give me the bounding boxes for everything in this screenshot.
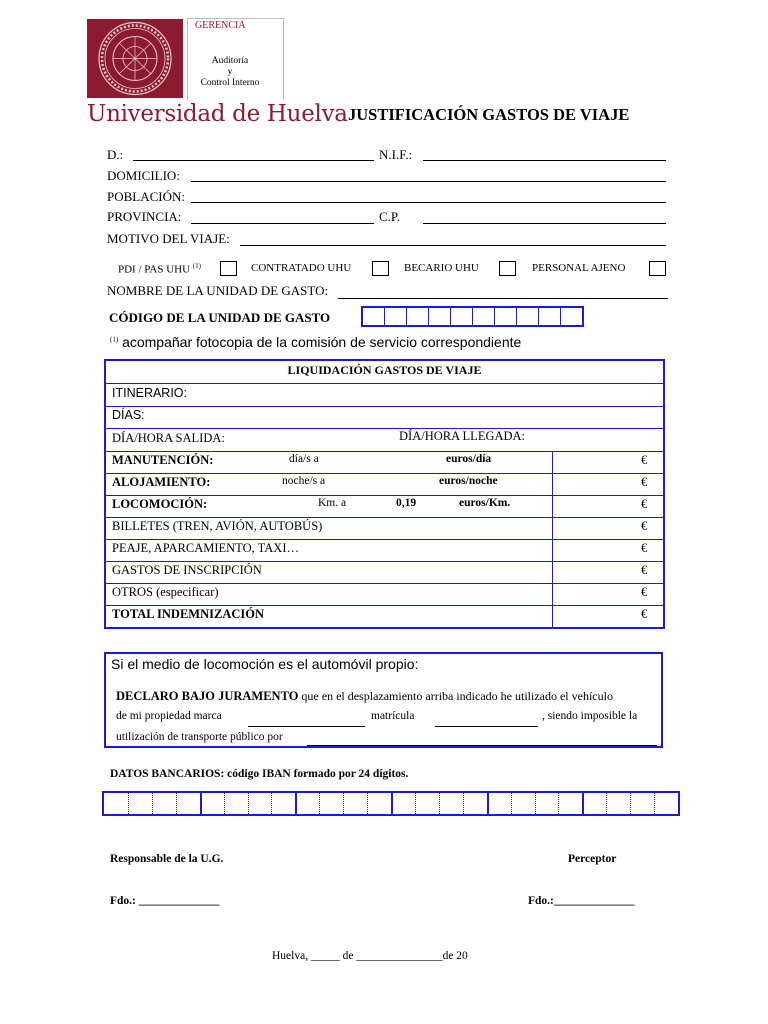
unidad-nombre-label: NOMBRE DE LA UNIDAD DE GASTO: [107, 283, 329, 298]
llegada-label: DÍA/HORA LLEGADA: [399, 429, 526, 443]
amount-column-divider [552, 452, 553, 627]
iban-cell[interactable] [319, 793, 343, 814]
imposible-text: , siendo imposible la [542, 710, 638, 722]
otros-euro: € [641, 585, 648, 599]
manutencion-label: MANUTENCIÓN: [112, 453, 214, 467]
transporte-field[interactable] [307, 745, 657, 746]
codigo-cell[interactable] [407, 308, 429, 325]
cp-field[interactable] [423, 223, 666, 224]
contratado-label: CONTRATADO UHU [251, 262, 352, 274]
iban-cell[interactable] [152, 793, 176, 814]
footnote-text: acompañar fotocopia de la comisión de servicio correspondiente [122, 334, 522, 350]
liq-row-dias[interactable] [106, 407, 663, 429]
d-field[interactable] [133, 160, 374, 161]
codigo-label: CÓDIGO DE LA UNIDAD DE GASTO [109, 310, 331, 325]
iban-cell[interactable] [558, 793, 582, 814]
locomocion-price: 0,19 [396, 497, 417, 509]
peaje-euro: € [641, 541, 648, 555]
footer-huelva: Huelva, _____ de _______________de 20 [272, 950, 468, 962]
iban-cell[interactable] [176, 793, 200, 814]
inscripcion-euro: € [641, 563, 648, 577]
provincia-field[interactable] [191, 223, 374, 224]
document-title: JUSTIFICACIÓN GASTOS DE VIAJE [348, 105, 630, 124]
codigo-cell[interactable] [385, 308, 407, 325]
pdi-label [118, 262, 201, 276]
footnote-mark: (1) [110, 335, 119, 344]
iban-cell[interactable] [487, 793, 511, 814]
iban-cell[interactable] [439, 793, 463, 814]
domicilio-field[interactable] [191, 181, 666, 182]
unidad-nombre-field[interactable] [338, 298, 668, 299]
locomocion-rate: euros/Km. [459, 497, 511, 509]
domicilio-label: DOMICILIO: [107, 168, 180, 183]
d-label: D.: [107, 147, 124, 162]
marca-field[interactable] [248, 726, 365, 727]
liq-title: LIQUIDACIÓN GASTOS DE VIAJE [287, 363, 482, 377]
codigo-cell[interactable] [495, 308, 517, 325]
gerencia-label: GERENCIA [195, 20, 246, 31]
provincia-label: PROVINCIA: [107, 209, 182, 224]
iban-cell[interactable] [200, 793, 224, 814]
locomocion-unit: Km. a [318, 497, 347, 509]
alojamiento-unit: noche/s a [282, 475, 326, 487]
motivo-label: MOTIVO DEL VIAJE: [107, 231, 230, 246]
manutencion-unit: día/s a [289, 453, 319, 465]
codigo-cell[interactable] [517, 308, 539, 325]
declaro-text: DECLARO BAJO JURAMENTO [116, 689, 299, 703]
iban-cell[interactable] [463, 793, 487, 814]
audit-line-1: Auditoría [211, 56, 249, 66]
peaje-label: PEAJE, APARCAMIENTO, TAXI… [112, 541, 299, 555]
itinerario-label: ITINERARIO: [112, 386, 188, 400]
iban-cell[interactable] [535, 793, 559, 814]
declaro-line [116, 689, 613, 704]
automovil-heading: Si el medio de locomoción es el automóvil propio: [111, 656, 419, 672]
iban-grid[interactable] [102, 791, 680, 816]
motivo-field[interactable] [240, 245, 666, 246]
codigo-grid[interactable] [361, 306, 584, 327]
total-euro: € [641, 607, 648, 621]
audit-line-2: y [227, 67, 233, 77]
transporte-label: utilización de transporte público por [116, 731, 283, 743]
becario-checkbox[interactable] [499, 261, 516, 276]
audit-label [196, 56, 264, 89]
iban-cell[interactable] [582, 793, 606, 814]
iban-cell[interactable] [630, 793, 654, 814]
manutencion-rate: euros/día [446, 453, 492, 465]
matricula-label: matrícula [371, 710, 415, 722]
liquidacion-table [104, 359, 665, 629]
responsable-label: Responsable de la U.G. [110, 853, 224, 865]
codigo-cell[interactable] [473, 308, 495, 325]
iban-cell[interactable] [271, 793, 295, 814]
iban-label: DATOS BANCARIOS: código IBAN formado por 24 dígitos. [110, 768, 409, 780]
billetes-label: BILLETES (TREN, AVIÓN, AUTOBÚS) [112, 519, 323, 533]
automovil-box [104, 652, 663, 748]
codigo-cell[interactable] [451, 308, 473, 325]
billetes-euro: € [641, 519, 648, 533]
pdi-checkbox[interactable] [220, 261, 237, 276]
perceptor-label: Perceptor [568, 853, 617, 865]
university-name: Universidad de Huelva [87, 101, 348, 127]
alojamiento-euro: € [641, 475, 648, 489]
iban-cell[interactable] [248, 793, 272, 814]
iban-cell[interactable] [511, 793, 535, 814]
otros-label: OTROS (especificar) [112, 585, 219, 599]
alojamiento-label: ALOJAMIENTO: [112, 475, 211, 489]
footnote [110, 334, 521, 350]
iban-cell[interactable] [391, 793, 415, 814]
total-label: TOTAL INDEMNIZACIÓN [112, 607, 264, 621]
locomocion-label: LOCOMOCIÓN: [112, 497, 208, 511]
cp-label: C.P. [379, 209, 400, 224]
iban-cell[interactable] [295, 793, 319, 814]
audit-line-3: Control Interno [200, 78, 260, 88]
nif-label: N.I.F.: [379, 147, 413, 162]
codigo-cell[interactable] [363, 308, 385, 325]
becario-label: BECARIO UHU [404, 262, 479, 274]
salida-label: DÍA/HORA SALIDA: [112, 431, 225, 445]
poblacion-field[interactable] [191, 202, 666, 203]
fdo-left[interactable]: Fdo.: ______________ [110, 895, 220, 907]
iban-cell[interactable] [224, 793, 248, 814]
codigo-cell[interactable] [539, 308, 561, 325]
locomocion-euro: € [641, 497, 648, 511]
pdi-note: (1) [192, 262, 201, 270]
iban-cell[interactable] [415, 793, 439, 814]
pdi-text: PDI / PAS UHU [118, 263, 191, 276]
seal-icon [87, 19, 183, 98]
iban-cell[interactable] [128, 793, 152, 814]
contratado-checkbox[interactable] [372, 261, 389, 276]
declaro-rest: que en el desplazamiento arriba indicado he utilizado el vehículo [301, 689, 613, 703]
university-seal-logo [87, 19, 183, 98]
codigo-cell[interactable] [429, 308, 451, 325]
dias-label: DÍAS: [112, 408, 145, 422]
alojamiento-rate: euros/noche [439, 475, 498, 487]
iban-cell[interactable] [367, 793, 391, 814]
poblacion-label: POBLACIÓN: [107, 189, 186, 204]
ajeno-label: PERSONAL AJENO [532, 262, 626, 274]
inscripcion-label: GASTOS DE INSCRIPCIÓN [112, 563, 262, 577]
iban-cell[interactable] [654, 793, 678, 814]
liq-row-itinerario[interactable] [106, 384, 663, 407]
nif-field[interactable] [423, 160, 666, 161]
matricula-field[interactable] [435, 726, 538, 727]
ajeno-checkbox[interactable] [649, 261, 666, 276]
fdo-right[interactable]: Fdo.:______________ [528, 895, 635, 907]
manutencion-euro: € [641, 453, 648, 467]
codigo-cell[interactable] [561, 308, 582, 325]
iban-cell[interactable] [606, 793, 630, 814]
marca-label: de mi propiedad marca [116, 710, 222, 722]
iban-cell[interactable] [343, 793, 367, 814]
iban-cell[interactable] [104, 793, 128, 814]
